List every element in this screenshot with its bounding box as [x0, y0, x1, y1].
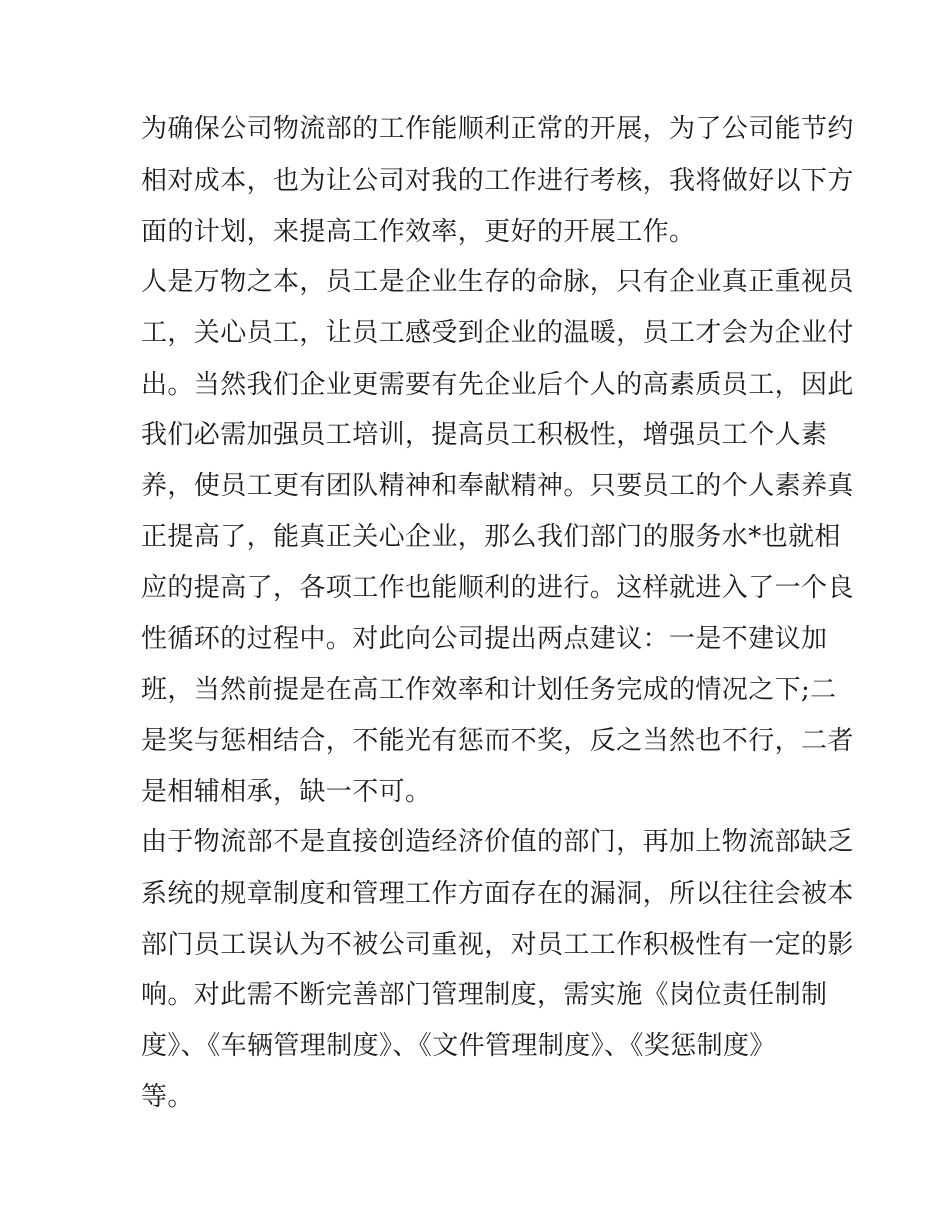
- paragraph-line: 人是万物之本，员工是企业生存的命脉，只有企业真正重视员: [141, 267, 854, 297]
- paragraph-line: 正提高了，能真正关心企业，那么我们部门的服务水*也就相: [141, 522, 841, 552]
- paragraph-line: 系统的规章制度和管理工作方面存在的漏洞，所以往往会被本: [141, 879, 854, 909]
- paragraph-line: 面的计划，来提高工作效率，更好的开展工作。: [141, 217, 696, 247]
- paragraph-line: 为确保公司物流部的工作能顺利正常的开展，为了公司能节约: [141, 114, 854, 144]
- paragraph-line: 是奖与惩相结合，不能光有惩而不奖，反之当然也不行，二者: [141, 726, 854, 756]
- paragraph-line: 相对成本，也为让公司对我的工作进行考核，我将做好以下方: [141, 166, 854, 196]
- paragraph-line: 等。: [141, 1082, 194, 1112]
- paragraph-line: 我们必需加强员工培训，提高员工积极性，增强员工个人素: [141, 420, 828, 450]
- paragraph-line: 由于物流部不是直接创造经济价值的部门，再加上物流部缺乏: [141, 827, 854, 857]
- paragraph-line: 部门员工误认为不被公司重视，对员工工作积极性有一定的影: [141, 930, 854, 960]
- paragraph-line: 性循环的过程中。对此向公司提出两点建议：一是不建议加: [141, 624, 828, 654]
- paragraph-line: 度》、《车辆管理制度》、《文件管理制度》、《奖惩制度》: [141, 1031, 776, 1061]
- paragraph-line: 工，关心员工，让员工感受到企业的温暖，员工才会为企业付: [141, 318, 854, 348]
- paragraph-line: 养，使员工更有团队精神和奉献精神。只要员工的个人素养真: [141, 471, 854, 501]
- paragraph-line: 出。当然我们企业更需要有先企业后个人的高素质员工，因此: [141, 370, 854, 400]
- paragraph-line: 班，当然前提是在高工作效率和计划任务完成的情况之下;二: [141, 675, 837, 705]
- paragraph-line: 响。对此需不断完善部门管理制度，需实施《岗位责任制制: [141, 980, 828, 1010]
- paragraph-line: 应的提高了，各项工作也能顺利的进行。这样就进入了一个良: [141, 573, 854, 603]
- paragraph-line: 是相辅相承，缺一不可。: [141, 777, 432, 807]
